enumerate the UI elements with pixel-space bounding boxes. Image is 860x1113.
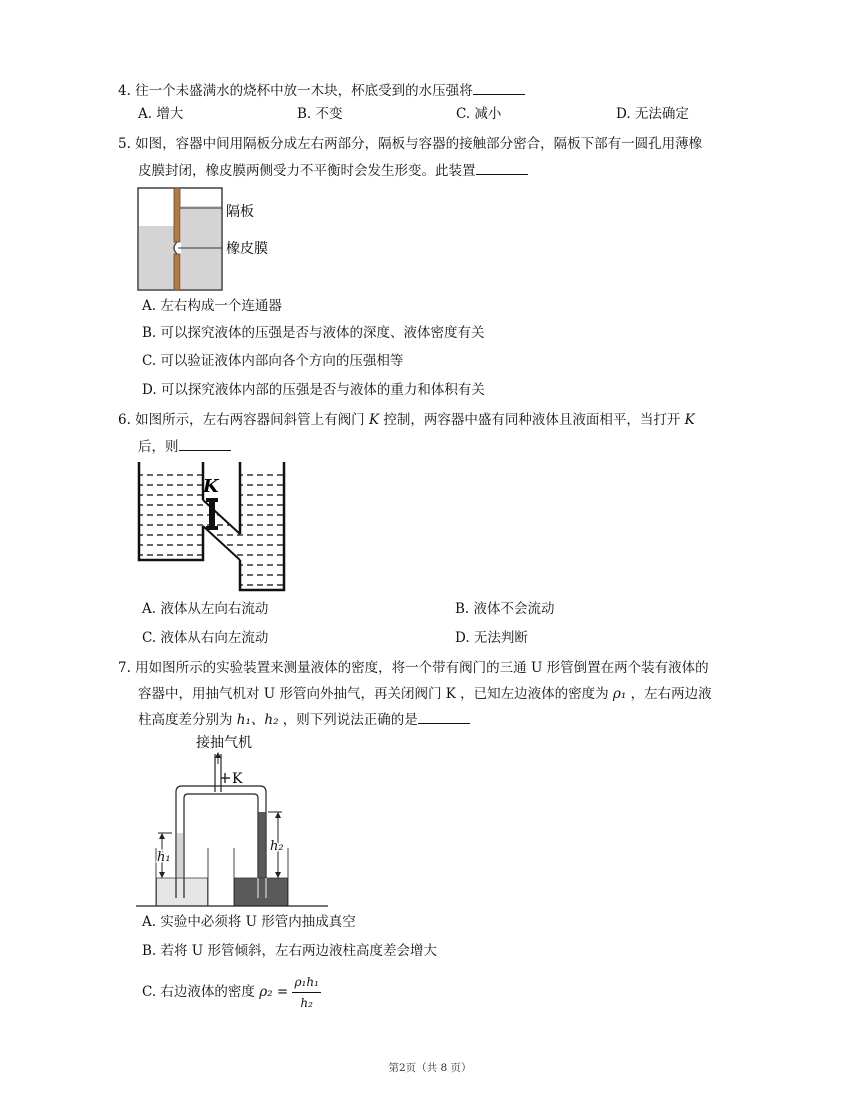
q5-option-c: C. 可以验证液体内部向各个方向的压强相等 — [142, 353, 404, 369]
q6-container-figure — [136, 460, 288, 592]
formula-fraction: $\frac{\text{ρ₁h₁}}{\text{h₂}}$ — [292, 972, 320, 1013]
q4-option-b: B. 不变 — [297, 106, 343, 122]
q7-stem-line3: 柱高度差分别为 h₁、h₂ ，则下列说法正确的是 — [138, 709, 470, 730]
label-pump: 接抽气机 — [196, 735, 252, 751]
q5-option-b: B. 可以探究液体的压强是否与液体的深度、液体密度有关 — [142, 325, 485, 341]
q6-option-b: B. 液体不会流动 — [455, 601, 555, 617]
q4-stem: 4. 往一个未盛满水的烧杯中放一木块，杯底受到的水压强将 — [118, 80, 525, 101]
q7-option-b: B. 若将 U 形管倾斜，左右两边液柱高度差会增大 — [142, 943, 437, 959]
label-partition: 隔板 — [226, 204, 254, 220]
q5-stem-line1: 5. 如图，容器中间用隔板分成左右两部分，隔板与容器的接触部分密合，隔板下部有一圆孔用薄橡 — [118, 136, 703, 152]
q5-option-a: A. 左右构成一个连通器 — [142, 298, 282, 314]
answer-blank — [418, 709, 470, 724]
q6-stem-line1: 6. 如图所示，左右两容器间斜管上有阀门 K 控制，两容器中盛有同种液体且液面相平，当打开 K — [118, 412, 695, 428]
q7-option-c: C. 右边液体的密度 ρ₂ = $\frac{\text{ρ₁h₁}}{\text{h₂}}$ — [142, 972, 321, 1013]
label-h2: h₂ — [270, 839, 284, 854]
answer-blank — [473, 80, 525, 95]
q7-stem-line1: 7. 用如图所示的实验装置来测量液体的密度，将一个带有阀门的三通 U 形管倒置在两个装有液体的 — [118, 660, 709, 676]
q6-option-a: A. 液体从左向右流动 — [142, 601, 269, 617]
label-membrane: 橡皮膜 — [226, 241, 268, 257]
answer-blank — [179, 436, 231, 451]
label-h1: h₁ — [157, 850, 171, 865]
q7-stem-line2: 容器中，用抽气机对 U 形管向外抽气，再关闭阀门 K ，已知左边液体的密度为 ρ₁ ，左右两边液 — [138, 686, 712, 702]
q4-option-a: A. 增大 — [138, 106, 184, 122]
q6-stem-line2: 后，则 — [138, 436, 231, 457]
q6-option-c: C. 液体从右向左流动 — [142, 630, 269, 646]
q7-u-tube-figure — [132, 730, 332, 908]
q5-stem-line2: 皮膜封闭，橡皮膜两侧受力不平衡时会发生形变。此装置 — [138, 160, 528, 181]
q4-option-c: C. 减小 — [456, 106, 502, 122]
answer-blank — [476, 160, 528, 175]
q5-option-d: D. 可以探究液体内部的压强是否与液体的重力和体积有关 — [142, 382, 485, 398]
page-footer: 第2页（共 8 页） — [388, 1062, 472, 1074]
q6-option-d: D. 无法判断 — [455, 630, 528, 646]
label-valve-k: K — [232, 771, 243, 787]
label-valve-k: K — [203, 476, 219, 497]
q7-option-a: A. 实验中必须将 U 形管内抽成真空 — [142, 914, 356, 930]
q5-container-figure — [136, 186, 296, 294]
q4-option-d: D. 无法确定 — [616, 106, 689, 122]
